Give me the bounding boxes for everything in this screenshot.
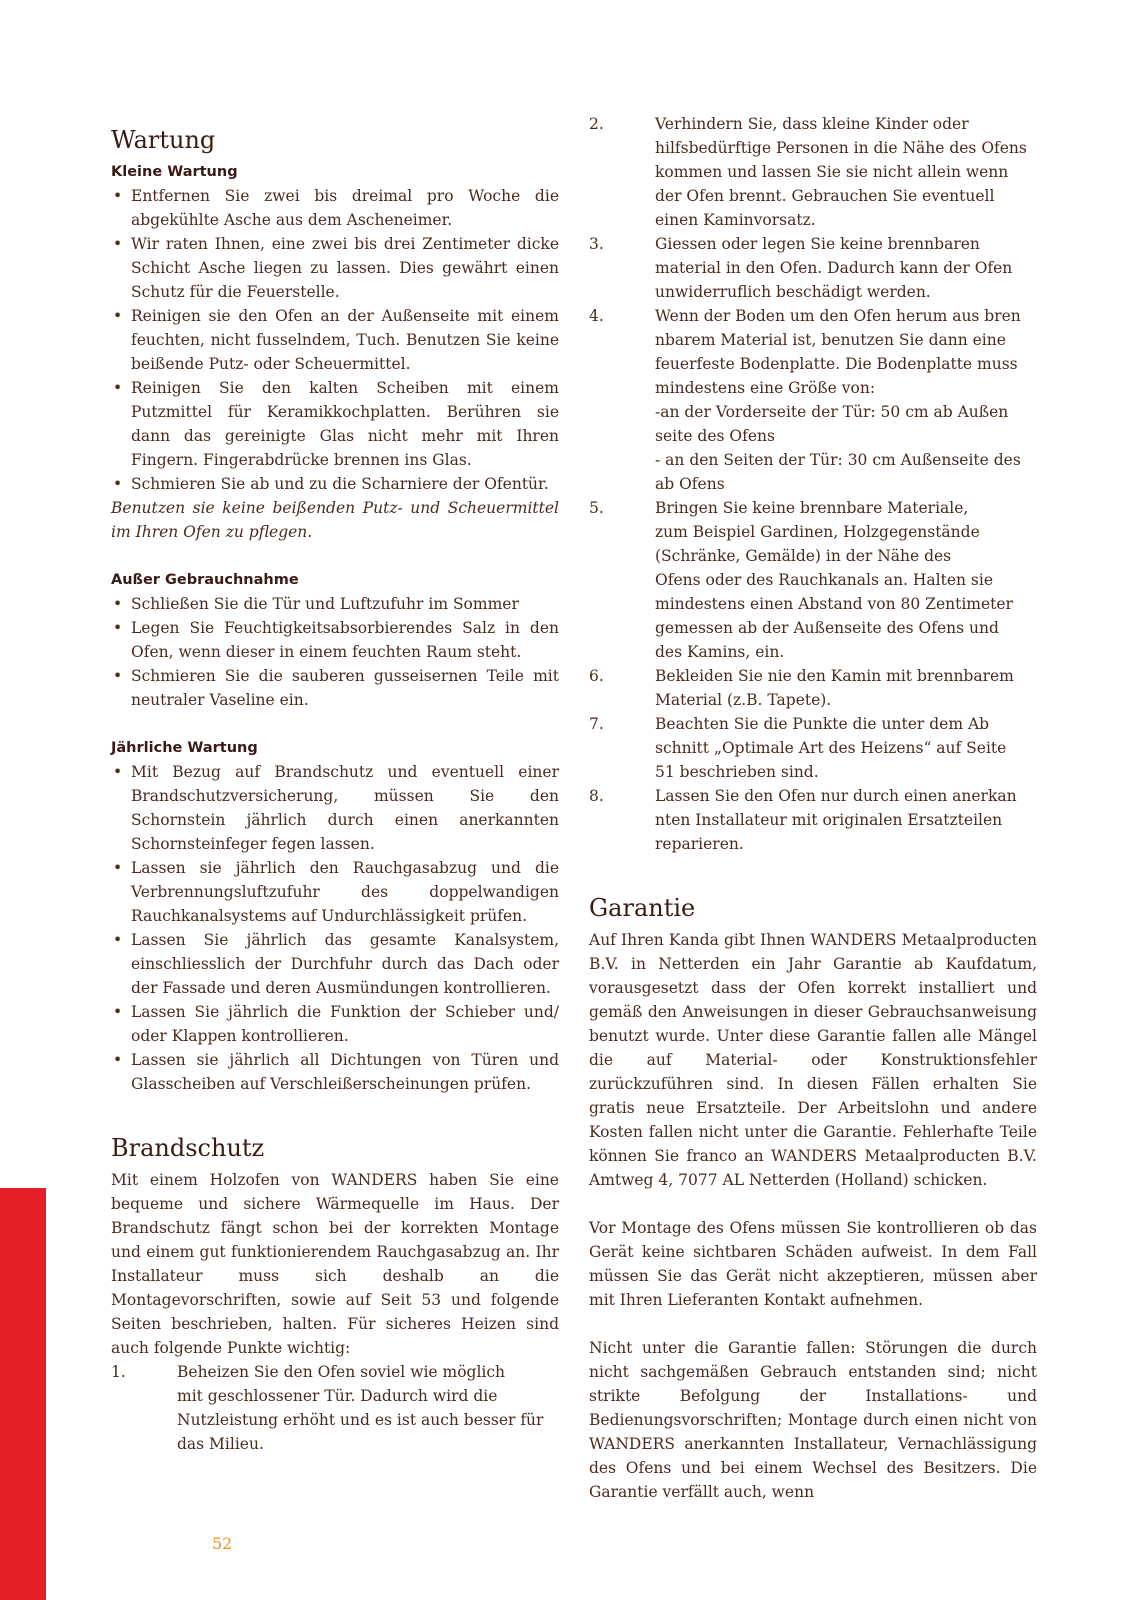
item-line: Verhindern Sie, dass kleine Kinder oder	[655, 115, 969, 133]
item-line: nten Installateur mit originalen Ersatzteilen	[655, 811, 1003, 829]
list-item: • Schmieren Sie ab und zu die Scharniere der Ofentür.	[111, 472, 559, 496]
item-line: der Ofen brennt. Gebrauchen Sie eventuell	[655, 187, 995, 205]
garantie-paragraph: Auf Ihren Kanda gibt Ihnen WANDERS Metaalproducten B.V. in Netterden ein Jahr Garantie ab Kaufdatum, vorausgesetzt dass der Ofen korrekt installiert und gemäß den Anweisungen in dieser Gebrauchsanweisung benutzt wurde. Unter diese Garantie fallen alle Mängel die auf Material- oder Konstruktionsfehler zurückzuführen sind. In diesen Fällen erhalten Sie gratis neue Ersatzteile. Der Arbeitslohn und andere Kosten fallen nicht unter die Garantie. Fehlerhafte Teile können Sie franco an WANDERS Metaalproducten B.V. Amtweg 4, 7077 AL Netterden (Holland) schicken.	[589, 931, 1037, 1189]
list-item: • Entfernen Sie zwei bis dreimal pro Woche die abgekühlte Asche aus dem Ascheneimer.	[111, 184, 559, 232]
item-number: 3.	[589, 235, 604, 253]
item-line: - an den Seiten der Tür: 30 cm Außenseite des	[655, 451, 1021, 469]
list-item: • Schließen Sie die Tür und Luftzufuhr im Sommer	[111, 592, 559, 616]
item-line: ab Ofens	[655, 475, 725, 493]
brandschutz-text: Mit einem Holzofen von WANDERS haben Sie eine bequeme und sichere Wärmequelle im Haus. Der Brandschutz fängt schon bei der korrekten Montage und einem gut funktionierendem Rauchgasabzug an. Ihr Installateur muss sich deshalb an die Montagevorschriften, sowie auf Seit 53 und folgende Seiten beschrieben, halten. Für sicheres Heizen sind auch folgende Punkte wichtig:	[111, 1171, 559, 1357]
item-line: nbarem Material ist, benutzen Sie dann eine	[655, 331, 1006, 349]
numbered-item	[589, 304, 1037, 496]
item-number: 5.	[589, 499, 604, 517]
numbered-item	[111, 1360, 559, 1456]
numbered-item	[589, 664, 1037, 712]
item-line: unwiderruflich beschädigt werden.	[655, 283, 931, 301]
numbered-item	[589, 496, 1037, 664]
item-line: Ofens oder des Rauchkanals an. Halten sie	[655, 571, 994, 589]
item-line: Bekleiden Sie nie den Kamin mit brennbarem	[655, 667, 1014, 685]
item-line: mit geschlossener Tür. Dadurch wird die	[177, 1387, 498, 1405]
brandschutz-numbered-list	[111, 1360, 559, 1456]
jaehrliche-wartung-list	[111, 760, 559, 1096]
list-item: • Lassen sie jährlich all Dichtungen von Türen und Glasscheiben auf Verschleißerscheinungen prüfen.	[111, 1048, 559, 1096]
ausser-gebrauchnahme-list	[111, 592, 559, 712]
item-number: 8.	[589, 787, 604, 805]
wartung-heading: Wartung	[111, 126, 216, 154]
right-column	[589, 112, 1037, 1504]
safety-numbered-list	[589, 112, 1037, 856]
numbered-item	[589, 712, 1037, 784]
item-number: 2.	[589, 115, 604, 133]
numbered-item	[589, 232, 1037, 304]
item-line: (Schränke, Gemälde) in der Nähe des	[655, 547, 952, 565]
item-number: 6.	[589, 667, 604, 685]
item-line: schnitt „Optimale Art des Heizens“ auf Seite	[655, 739, 1007, 757]
garantie-paragraph: Vor Montage des Ofens müssen Sie kontrollieren ob das Gerät keine sichtbaren Schäden aufweist. In dem Fall müssen Sie das Gerät nicht akzeptieren, müssen aber mit Ihren Lieferanten Kontakt aufnehmen.	[589, 1219, 1037, 1309]
item-line: Beheizen Sie den Ofen soviel wie möglich	[177, 1363, 506, 1381]
item-line: hilfsbedürftige Personen in die Nähe des Ofens	[655, 139, 1027, 157]
item-line: das Milieu.	[177, 1435, 264, 1453]
kleine-wartung-list	[111, 184, 559, 496]
brandschutz-heading: Brandschutz	[111, 1134, 265, 1162]
numbered-item	[589, 112, 1037, 232]
list-item: • Legen Sie Feuchtigkeitsabsorbierendes Salz in den Ofen, wenn dieser in einem feuchten Raum steht.	[111, 616, 559, 664]
item-line: Material (z.B. Tapete).	[655, 691, 832, 709]
item-line: Nutzleistung erhöht und es ist auch besser für	[177, 1411, 544, 1429]
item-line: Bringen Sie keine brennbare Materiale,	[655, 499, 969, 517]
item-number: 4.	[589, 307, 604, 325]
item-number: 7.	[589, 715, 604, 733]
kleine-wartung-heading: Kleine Wartung	[111, 164, 238, 180]
item-line: zum Beispiel Gardinen, Holzgegenstände	[655, 523, 980, 541]
item-line: Beachten Sie die Punkte die unter dem Ab	[655, 715, 990, 733]
list-item: • Reinigen Sie den kalten Scheiben mit einem Putzmittel für Keramikkochplatten. Berühren sie dann das gereinigte Glas nicht mehr mit Ihren Fingern. Fingerabdrücke brennen ins Glas.	[111, 376, 559, 472]
list-item: • Reinigen sie den Ofen an der Außenseite mit einem feuchten, nicht fusselndem, Tuch. Benutzen Sie keine beißende Putz- oder Scheuermittel.	[111, 304, 559, 376]
item-line: einen Kaminvorsatz.	[655, 211, 816, 229]
list-item: • Lassen sie jährlich den Rauchgasabzug und die Verbrennungsluftzufuhr des doppelwandigen Rauchkanalsystems auf Undurchlässigkeit prüfen.	[111, 856, 559, 928]
item-line: feuerfeste Bodenplatte. Die Bodenplatte muss	[655, 355, 1018, 373]
item-line: gemessen ab der Außenseite des Ofens und	[655, 619, 999, 637]
list-item: • Schmieren Sie die sauberen gusseisernen Teile mit neutraler Vaseline ein.	[111, 664, 559, 712]
item-line: material in den Ofen. Dadurch kann der Ofen	[655, 259, 1013, 277]
item-line: Wenn der Boden um den Ofen herum aus bren	[655, 307, 1021, 325]
item-line: mindestens eine Größe von:	[655, 379, 876, 397]
item-line: seite des Ofens	[655, 427, 775, 445]
list-item: • Mit Bezug auf Brandschutz und eventuell einer Brandschutzversicherung, müssen Sie den Schornstein jährlich durch einen anerkannten Schornsteinfeger fegen lassen.	[111, 760, 559, 856]
item-line: 51 beschrieben sind.	[655, 763, 819, 781]
item-line: Lassen Sie den Ofen nur durch einen anerkan	[655, 787, 1017, 805]
garantie-paragraph: Nicht unter die Garantie fallen: Störungen die durch nicht sachgemäßen Gebrauch entstanden sind; nicht strikte Befolgung der Installations- und Bedienungsvorschriften; Montage durch einen nicht von WANDERS anerkannten Installateur, Vernachlässigung des Ofens und bei einem Wechsel des Besitzers. Die Garantie verfällt auch, wenn	[589, 1339, 1037, 1501]
list-item: • Lassen Sie jährlich das gesamte Kanalsystem, einschliesslich der Durchfuhr durch das Dach oder der Fassade und deren Ausmündungen kontrollieren.	[111, 928, 559, 1000]
item-line: mindestens einen Abstand von 80 Zentimeter	[655, 595, 1013, 613]
item-line: des Kamins, ein.	[655, 643, 785, 661]
item-line: -an der Vorderseite der Tür: 50 cm ab Außen	[655, 403, 1009, 421]
item-line: reparieren.	[655, 835, 744, 853]
care-note: Benutzen sie keine beißenden Putz- und Scheuermittel im Ihren Ofen zu pflegen.	[111, 499, 559, 541]
item-number: 1.	[111, 1363, 126, 1381]
jaehrliche-wartung-heading: Jährliche Wartung	[111, 740, 258, 756]
item-line: Giessen oder legen Sie keine brennbaren	[655, 235, 980, 253]
left-column	[111, 124, 559, 1456]
item-line: kommen und lassen Sie sie nicht allein wenn	[655, 163, 1009, 181]
garantie-heading: Garantie	[589, 894, 696, 922]
numbered-item	[589, 784, 1037, 856]
red-side-tab	[0, 1188, 46, 1600]
page-number: 52	[212, 1534, 233, 1553]
list-item: • Wir raten Ihnen, eine zwei bis drei Zentimeter dicke Schicht Asche liegen zu lassen. Dies gewährt einen Schutz für die Feuerstelle.	[111, 232, 559, 304]
ausser-gebrauchnahme-heading: Außer Gebrauchnahme	[111, 572, 299, 588]
list-item: • Lassen Sie jährlich die Funktion der Schieber und/ oder Klappen kontrollieren.	[111, 1000, 559, 1048]
